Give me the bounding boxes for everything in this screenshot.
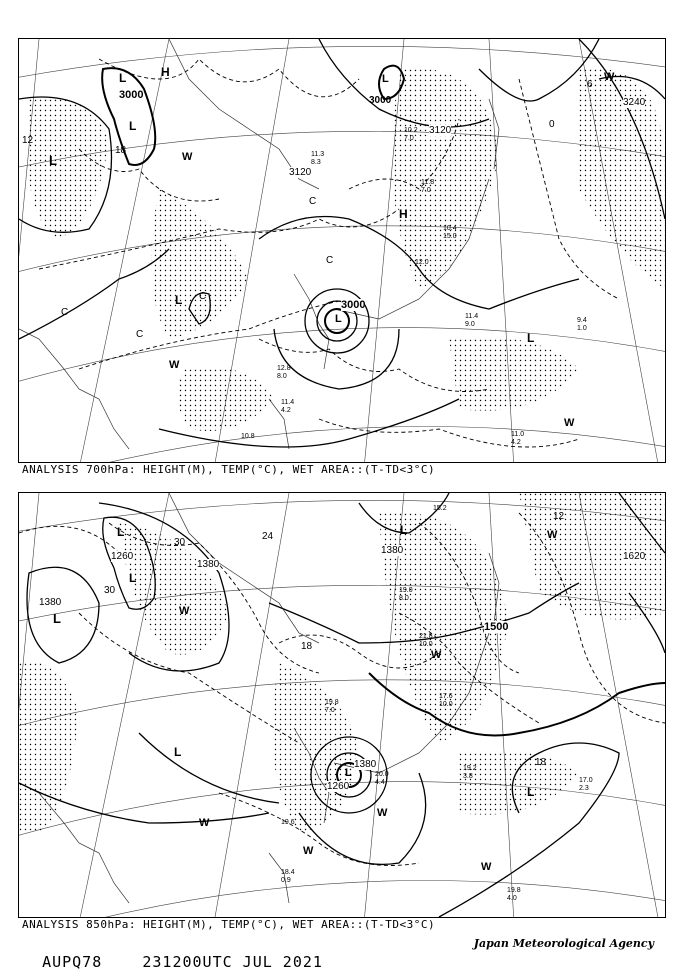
station-value: 11.0 (511, 431, 525, 438)
low-center: L (174, 745, 182, 759)
warm-center: W (547, 529, 558, 541)
temp-label: 0 (549, 119, 555, 130)
height-label: 3120 (289, 167, 312, 178)
height-label: 3120 (429, 125, 452, 136)
low-center: L (119, 71, 127, 85)
low-center: L (382, 73, 389, 85)
temp-label: 30 (104, 585, 116, 596)
warm-center: W (199, 817, 210, 829)
station-value: 10.0 (419, 641, 433, 648)
valid-datetime: 231200UTC JUL 2021 (142, 953, 323, 971)
low-center: L (527, 785, 535, 799)
station-value: 12.0 (415, 259, 429, 266)
low-center: L (400, 523, 408, 537)
agency-credit: Japan Meteorological Agency (473, 937, 654, 950)
low-center: L (49, 153, 57, 168)
low-center: L (527, 331, 535, 345)
station-value: 11.3 (311, 151, 325, 158)
temp-label: C (61, 307, 69, 318)
station-value: 19.0 (399, 587, 413, 594)
station-value: 19.8 (325, 699, 339, 706)
station-value: 7.0 (421, 187, 431, 194)
station-value: 20.0 (375, 771, 389, 778)
height-label: 1380 (354, 759, 377, 770)
station-value: 7.0 (404, 135, 414, 142)
height-label: 1620 (623, 551, 646, 562)
map-700hpa-canvas (19, 39, 665, 462)
station-value: 10.8 (241, 433, 255, 440)
station-value: 12.8 (277, 365, 291, 372)
low-center: L (345, 767, 352, 779)
station-value: 8.3 (311, 159, 321, 166)
height-label: 1260 (111, 551, 134, 562)
map-panel-850hpa (18, 492, 666, 918)
height-label: 1500 (484, 621, 509, 633)
panel-caption-850hpa: ANALYSIS 850hPa: HEIGHT(M), TEMP(°C), WET AREA::(T-TD<3°C) (22, 918, 436, 931)
temp-label: C (199, 291, 207, 302)
station-value: 8.0 (277, 373, 287, 380)
temp-label: 18 (115, 145, 127, 156)
warm-center: W (481, 861, 492, 873)
temp-label: 30 (174, 537, 186, 548)
height-label: 1260 (327, 781, 350, 792)
low-center: L (129, 571, 137, 585)
height-label: 1380 (381, 545, 404, 556)
station-value: 2.3 (579, 785, 589, 792)
temp-label: 18 (301, 641, 313, 652)
station-value: 11.8 (421, 179, 435, 186)
temp-label: 6 (587, 79, 593, 90)
temp-label: 12 (553, 511, 565, 522)
temp-label: C (136, 329, 144, 340)
high-center: H (161, 65, 170, 79)
station-value: 11.4 (465, 313, 479, 320)
height-label: 3240 (623, 97, 646, 108)
low-center: L (117, 525, 125, 539)
station-value: 19.8 (507, 887, 521, 894)
station-value: 9.0 (465, 321, 475, 328)
low-center: L (175, 293, 183, 307)
height-label: 3000 (341, 299, 366, 311)
warm-center: W (182, 151, 193, 163)
warm-center: W (169, 359, 180, 371)
station-value: 10.2 (404, 127, 418, 134)
station-value: 17.6 (439, 693, 453, 700)
low-center: L (335, 313, 342, 325)
station-value: 21.8 (419, 633, 433, 640)
height-label: 3000 (119, 89, 144, 101)
map-panel-700hpa (18, 38, 666, 463)
wet-areas (27, 68, 665, 431)
height-label: 1380 (39, 597, 62, 608)
warm-center: W (303, 845, 314, 857)
bulletin-code: AUPQ78 (42, 953, 103, 971)
panel-caption-700hpa: ANALYSIS 700hPa: HEIGHT(M), TEMP(°C), WET AREA::(T-TD<3°C) (22, 463, 436, 476)
station-value: 17.0 (579, 777, 593, 784)
graticule (19, 39, 665, 462)
height-label: 1380 (197, 559, 220, 570)
temp-label: C (326, 255, 334, 266)
temp-label: 24 (262, 531, 274, 542)
low-center: L (129, 119, 137, 133)
warm-center: W (377, 807, 388, 819)
station-value: 8.0 (399, 595, 409, 602)
height-label: 3000 (369, 95, 392, 106)
station-value: 15.2 (433, 505, 447, 512)
low-center: L (53, 611, 61, 626)
station-value: 3.8 (463, 773, 473, 780)
station-value: 15.0 (443, 233, 457, 240)
station-value: 10.0 (439, 701, 453, 708)
station-value: 19.2 (463, 765, 477, 772)
station-value: 1.0 (577, 325, 587, 332)
station-value: 18.4 (281, 869, 295, 876)
temp-label: 12 (22, 135, 34, 146)
station-value: 11.4 (281, 399, 295, 406)
station-value: 4.2 (511, 439, 521, 446)
station-value: 10.4 (443, 225, 457, 232)
warm-center: W (564, 417, 575, 429)
station-value: 9.4 (577, 317, 587, 324)
warm-center: W (431, 649, 442, 661)
footer-spacer (102, 953, 142, 971)
station-value: 19.6 (281, 819, 295, 826)
high-center: H (399, 207, 408, 221)
chart-identifier (22, 935, 323, 971)
height-contours (19, 39, 665, 447)
station-value: 0.9 (281, 877, 291, 884)
station-value: 7.0 (325, 707, 335, 714)
temp-label: C (309, 196, 317, 207)
station-value: 4.0 (507, 895, 517, 902)
warm-center: W (604, 71, 615, 83)
temp-label: 18 (535, 757, 547, 768)
station-value: 4.4 (375, 779, 385, 786)
station-value: 4.2 (281, 407, 291, 414)
warm-center: W (179, 605, 190, 617)
